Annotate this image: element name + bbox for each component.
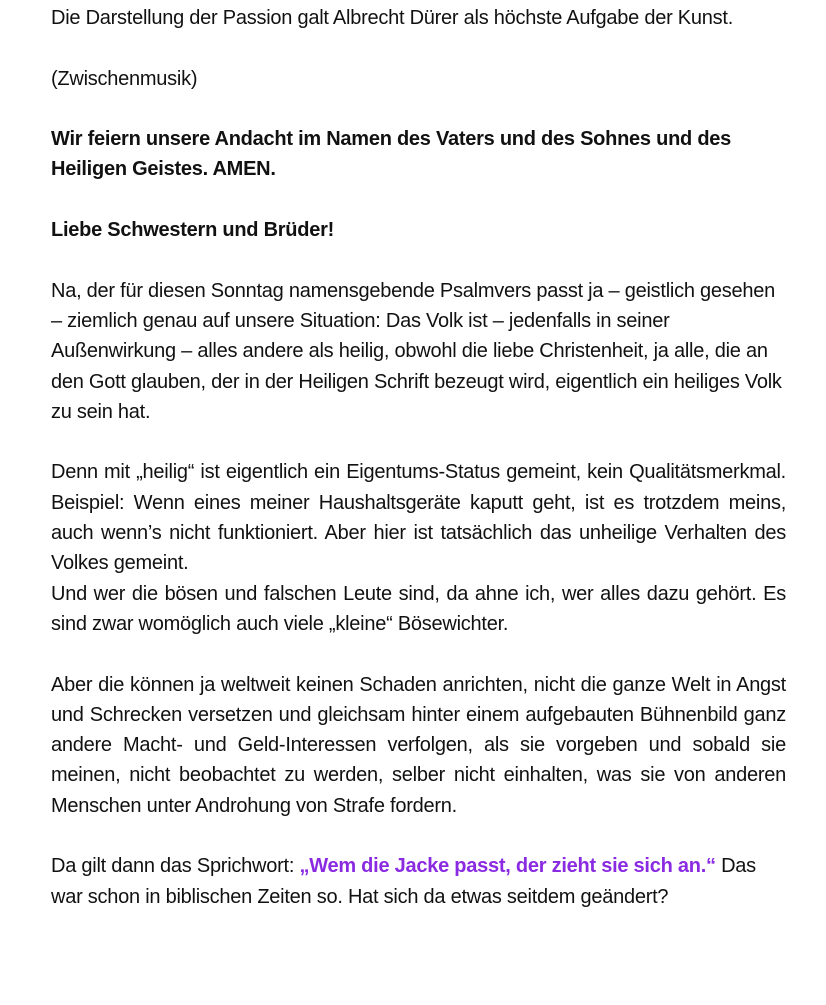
document-page [51,3,786,942]
paragraph-wrongdoers: Und wer die bösen und falschen Leute sind, da ahne ich, wer alles dazu gehört. Es sind zwar womöglich auch viele „kleine“ Bösewichter. [51,582,786,635]
paragraph-invocation: Wir feiern unsere Andacht im Namen des Vaters und des Sohnes und des Heiligen Geistes. AMEN. [51,128,732,181]
proverb-quote: „Wem die Jacke passt, der zieht sie sich an.“ [299,855,716,878]
paragraph-holy-meaning: Denn mit „heilig“ ist eigentlich ein Eigentums-Status gemeint, kein Qualitätsmerkmal. Beispiel: Wenn eines meiner Haushaltsgeräte kaputt geht, ist es trotzdem meins, auch wenn’s nicht funktioniert. Aber hier ist tatsächlich das unheilige Verhalten des Volkes gemeint. [51,461,786,575]
paragraph-greeting: Liebe Schwestern und Brüder! [51,219,335,242]
proverb-lead-text: Da gilt dann das Sprichwort: [51,855,300,878]
paragraph-intro: Die Darstellung der Passion galt Albrecht Dürer als höchste Aufgabe der Kunst. [51,7,734,29]
paragraph-psalm: Na, der für diesen Sonntag namensgebende Psalmvers passt ja – geistlich gesehen – ziemlich genau auf unsere Situation: Das Volk ist – jedenfalls in seiner Außenwirkung – alles andere als heilig, obwohl die liebe Christenheit, ja alle, die an den Gott glauben, der in der Heiligen Schrift bezeugt wird, eigentlich ein heiliges Volk zu sein hat. [51,279,782,423]
paragraph-harm: Aber die können ja weltweit keinen Schaden anrichten, nicht die ganze Welt in Angst und Schrecken versetzen und gleichsam hinter einem aufgebauten Bühnenbild ganz andere Macht- und Geld-Interessen verfolgen, als sie vorgeben und sobald sie meinen, nicht beobachtet zu werden, selber nicht einhalten, was sie von anderen Menschen unter Androhung von Strafe fordern. [51,673,786,817]
proverb-follow-text: Das war schon in biblischen Zeiten so. Hat sich da etwas seitdem geändert? [51,855,756,908]
paragraph-proverb [51,851,786,912]
paragraph-interlude: (Zwischenmusik) [51,67,198,90]
